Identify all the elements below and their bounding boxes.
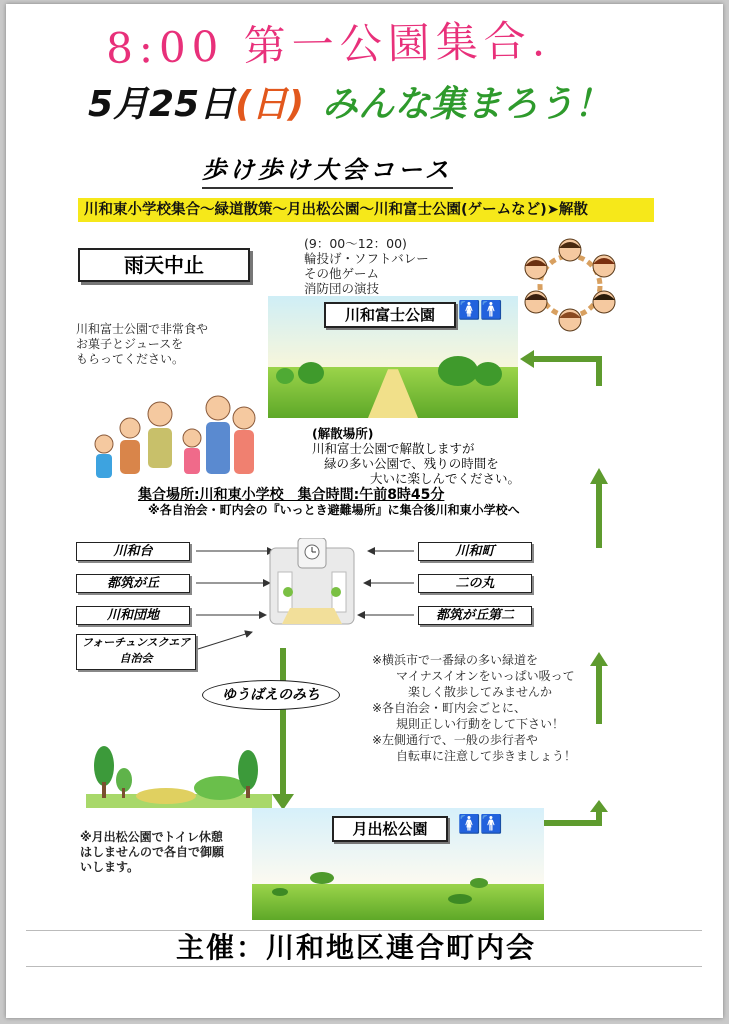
flyer-page [6, 4, 723, 1018]
game-item: 消防団の演技 [304, 281, 380, 296]
group-fortune-square: フォーチュンスクエア自治会 [76, 634, 196, 670]
game-item: その他ゲーム [304, 266, 380, 281]
organizer: 主催：川和地区連合町内会 [176, 931, 537, 964]
group-kawawa-danchi: 川和団地 [76, 606, 190, 625]
walking-tips: ※横浜市で一番緑の多い緑道を マイナスイオンをいっぱい吸って 楽しく散歩してみませんか ※各自治会・町内会ごとに、 規則正しい行動をして下さい！ ※左側通行で、一般の歩行者や 自転車に注意して歩きましょう！ [372, 653, 577, 763]
handwritten-note: 8:00 第一公園集合. [105, 16, 552, 73]
game-item: 輪投げ・ソフトバレー [304, 251, 429, 266]
gathering-info: 集合場所:川和東小学校 集合時間:午前8時45分 [138, 487, 445, 503]
fuji-snack-note: 川和富士公園で非常食や お菓子とジュースを もらってください。 [76, 322, 209, 366]
yuubae-path-label: ゆうばえのみち [202, 680, 340, 710]
gathering-sub-note: ※各自治会・町内会の『いっとき避難場所』に集合後川和東小学校へ [148, 503, 520, 517]
divider [26, 966, 702, 967]
game-time: (9：00〜12：00) [304, 236, 407, 251]
course-title: 歩け歩け大会コース [202, 150, 453, 189]
tsuki-park-label: 月出松公園 [332, 816, 448, 842]
rain-cancel-notice: 雨天中止 [78, 248, 250, 282]
group-tsuzukigaoka: 都筑が丘 [76, 574, 190, 593]
fuji-park-label: 川和富士公園 [324, 302, 456, 328]
trees-illustration [86, 742, 272, 808]
route-bar: 川和東小学校集合〜緑道散策〜月出松公園〜川和富士公園(ゲームなど)➤解散 [78, 198, 654, 222]
group-kawawadai: 川和台 [76, 542, 190, 561]
group-kawawacho: 川和町 [418, 542, 532, 561]
tsuki-park-note: ※月出松公園でトイレ休憩 はしませんので各自で御願 いします。 [80, 830, 225, 874]
tsuki-park-toilet-icon: 🚺🚹 [458, 814, 503, 835]
school-illustration [264, 538, 360, 630]
fuji-park-toilet-icon: 🚺🚹 [458, 300, 503, 321]
group-tsuzukigaoka-daini: 都筑が丘第二 [418, 606, 532, 625]
event-date: 5月25日 [88, 84, 236, 125]
dispersal-note: (解散場所) 川和富士公園で解散しますが 緑の多い公園で、残りの時間を 大いに楽しんでください。 [312, 426, 521, 486]
event-catchphrase: みんな集まろう！ [322, 84, 611, 125]
event-weekday: (日) [235, 84, 305, 125]
group-ninomaru: 二の丸 [418, 574, 532, 593]
